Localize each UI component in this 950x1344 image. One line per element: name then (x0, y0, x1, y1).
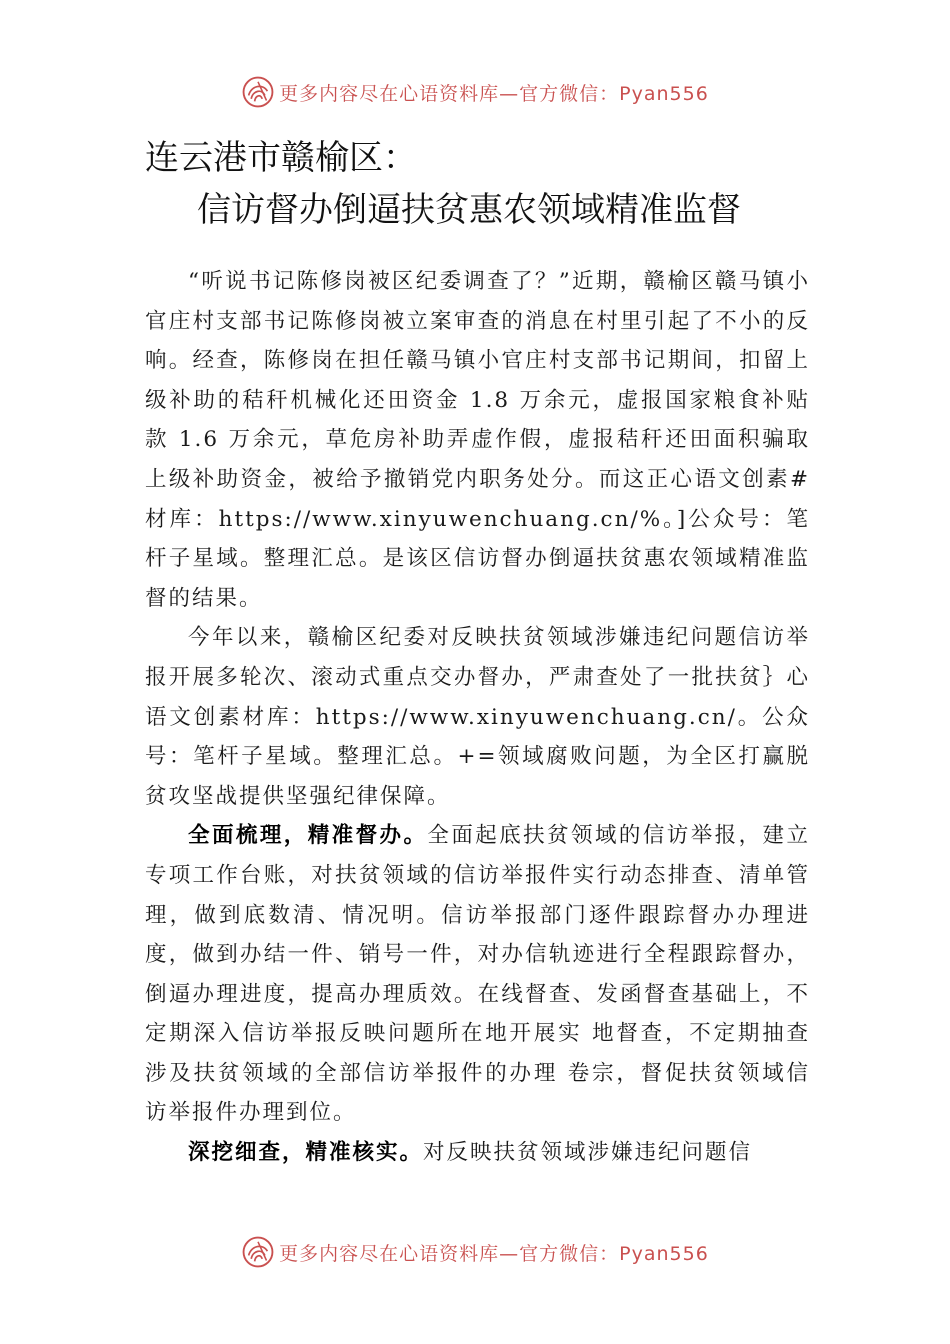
paragraph-text: 今年以来，赣榆区纪委对反映扶贫领域涉嫌违纪问题信访举报开展多轮次、滚动式重点交办督办，严肃查处了一批扶贫｝心语文创素材库：https://www.xinyuwenchuang.cn/。公众号：笔杆子星域。整理汇总。+=领域腐败问题，为全区打赢脱贫攻坚战提供坚强纪律保障。 (145, 625, 810, 809)
paragraph-text: 全面起底扶贫领域的信访举报，建立专项工作台账，对扶贫领域的信访举报件实行动态排查、清单管理，做到底数清、情况明。信访举报部门逐件跟踪督办办理进度，做到办结一件、销号一件，对办信轨迹进行全程跟踪督办，倒逼办理进度，提高办理质效。在线督查、发函督查基础上，不定期深入信访举报反映问题所在地开展实 地督查，不定期抽查涉及扶贫领域的全部信访举报件的办理 卷宗，督促扶贫领域信访举报件办理到位。 (145, 823, 810, 1126)
paragraph-text: “听说书记陈修岗被区纪委调查了？”近期，赣榆区赣马镇小官庄村支部书记陈修岗被立案审查的消息在村里引起了不小的反响。经查，陈修岗在担任赣马镇小官庄村支部书记期间，扣留上级补助的秸秆机械化还田资金 1.8 万余元，虚报国家粮食补贴款 1.6 万余元，草危房补助弄虚作假，虚报秸秆还田面积骗取上级补助资金，被给予撤销党内职务处分。而这正心语文创素#材库：https://www.xinyuwenchuang.cn/%。]公众号：笔杆子星域。整理汇总。是该区信访督办倒逼扶贫惠农领域精准监督的结果。 (145, 269, 810, 611)
article-body (145, 262, 810, 1173)
page-title-line-2: 信访督办倒逼扶贫惠农领域精准监督 (197, 190, 741, 230)
banner-text: 更多内容尽在心语资料库—官方微信：Pyan556 (279, 1242, 709, 1265)
footer-banner (0, 1232, 950, 1272)
paragraph-2 (145, 618, 810, 816)
paragraph-3 (145, 816, 810, 1133)
banner-text: 更多内容尽在心语资料库—官方微信：Pyan556 (279, 82, 709, 105)
paragraph-4 (145, 1133, 810, 1173)
paragraph-lead: 深挖细查，精准核实。 (188, 1140, 424, 1166)
header-banner (0, 72, 950, 112)
fingerprint-stamp-icon (241, 1235, 275, 1269)
paragraph-text: 对反映扶贫领域涉嫌违纪问题信 (423, 1140, 753, 1166)
page-title-line-1: 连云港市赣榆区： (145, 138, 417, 178)
paragraph-lead: 全面梳理，精准督办。 (188, 823, 428, 849)
fingerprint-stamp-icon (241, 75, 275, 109)
paragraph-1 (145, 262, 810, 618)
